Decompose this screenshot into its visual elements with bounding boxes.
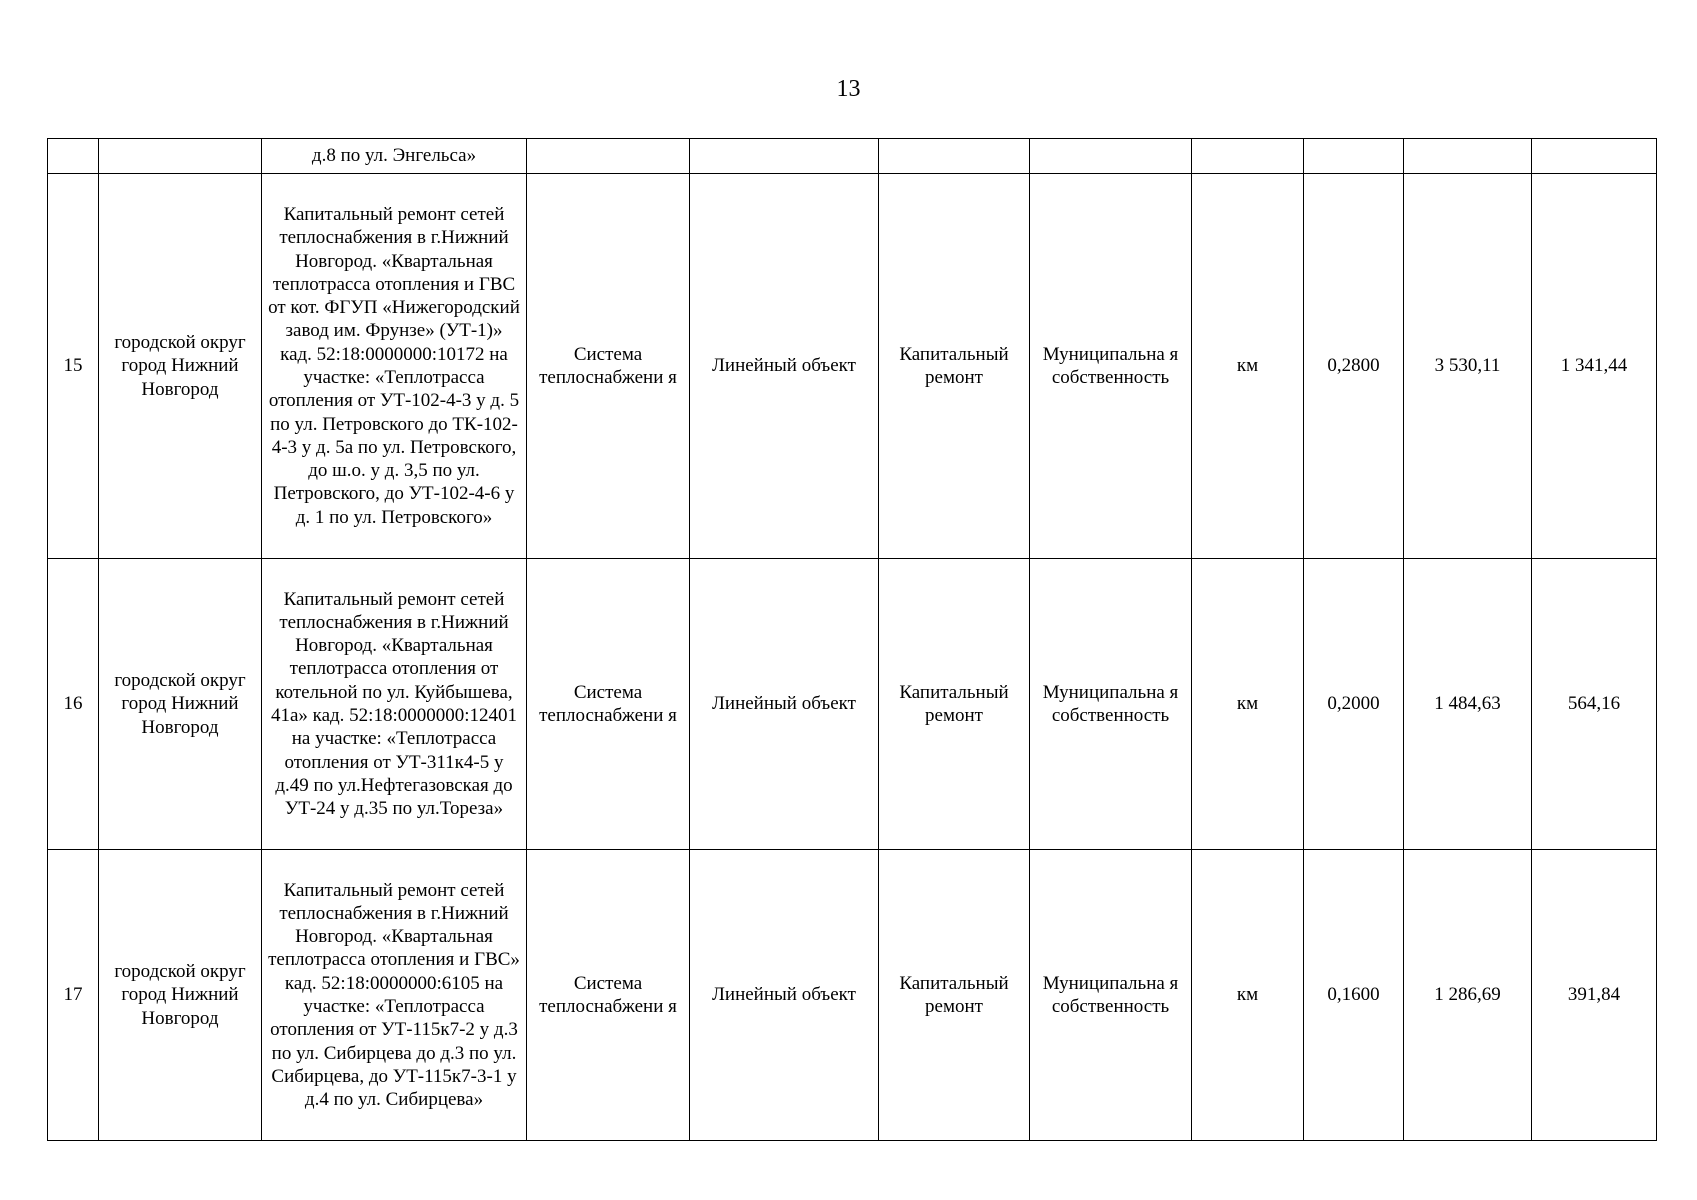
cell-cost: 1 484,63 bbox=[1404, 559, 1532, 850]
page-number: 13 bbox=[836, 76, 861, 102]
cell-value: 564,16 bbox=[1532, 559, 1657, 850]
cell-value bbox=[1532, 139, 1657, 174]
cell-work-type: Капитальный ремонт bbox=[879, 174, 1030, 559]
cell-ownership: Муниципальна я собственность bbox=[1030, 850, 1192, 1141]
cell-system: Система теплоснабжени я bbox=[527, 174, 690, 559]
cell-work-type: Капитальный ремонт bbox=[879, 559, 1030, 850]
cell-municipality: городской округ город Нижний Новгород bbox=[99, 174, 262, 559]
cell-ownership bbox=[1030, 139, 1192, 174]
cell-length: 0,2800 bbox=[1304, 174, 1404, 559]
cell-name: Капитальный ремонт сетей теплоснабжения в г.Нижний Новгород. «Квартальная теплотрасса отопления от котельной по ул. Куйбышева, 41а» кад. 52:18:0000000:12401 на участке: «Теплотрасса отопления от УТ-311к4-5 у д.49 по ул.Нефтегазовская до УТ-24 у д.35 по ул.Тореза» bbox=[262, 559, 527, 850]
cell-work-type bbox=[879, 139, 1030, 174]
cell-length bbox=[1304, 139, 1404, 174]
cell-cost: 1 286,69 bbox=[1404, 850, 1532, 1141]
cell-length: 0,2000 bbox=[1304, 559, 1404, 850]
cell-unit: км bbox=[1192, 174, 1304, 559]
cell-value: 1 341,44 bbox=[1532, 174, 1657, 559]
cell-ownership: Муниципальна я собственность bbox=[1030, 174, 1192, 559]
cell-ownership: Муниципальна я собственность bbox=[1030, 559, 1192, 850]
data-table bbox=[47, 138, 1657, 1141]
cell-cost bbox=[1404, 139, 1532, 174]
cell-object-type: Линейный объект bbox=[690, 559, 879, 850]
cell-unit: км bbox=[1192, 850, 1304, 1141]
table-row-continuation bbox=[48, 139, 1657, 174]
cell-work-type: Капитальный ремонт bbox=[879, 850, 1030, 1141]
cell-num: 16 bbox=[48, 559, 99, 850]
cell-num bbox=[48, 139, 99, 174]
cell-system: Система теплоснабжени я bbox=[527, 850, 690, 1141]
cell-num: 17 bbox=[48, 850, 99, 1141]
cell-name: Капитальный ремонт сетей теплоснабжения в г.Нижний Новгород. «Квартальная теплотрасса отопления и ГВС от кот. ФГУП «Нижегородский завод им. Фрунзе» (УТ-1)» кад. 52:18:0000000:10172 на участке: «Теплотрасса отопления от УТ-102-4-3 у д. 5 по ул. Петровского до ТК-102-4-3 у д. 5а по ул. Петровского, до ш.о. у д. 3,5 по ул. Петровского, до УТ-102-4-6 у д. 1 по ул. Петровского» bbox=[262, 174, 527, 559]
cell-unit bbox=[1192, 139, 1304, 174]
cell-object-type: Линейный объект bbox=[690, 850, 879, 1141]
cell-municipality: городской округ город Нижний Новгород bbox=[99, 850, 262, 1141]
cell-num: 15 bbox=[48, 174, 99, 559]
cell-unit: км bbox=[1192, 559, 1304, 850]
cell-name: д.8 по ул. Энгельса» bbox=[262, 139, 527, 174]
cell-name: Капитальный ремонт сетей теплоснабжения в г.Нижний Новгород. «Квартальная теплотрасса отопления и ГВС» кад. 52:18:0000000:6105 на участке: «Теплотрасса отопления от УТ-115к7-2 у д.3 по ул. Сибирцева до д.3 по ул. Сибирцева, до УТ-115к7-3-1 у д.4 по ул. Сибирцева» bbox=[262, 850, 527, 1141]
cell-cost: 3 530,11 bbox=[1404, 174, 1532, 559]
cell-municipality bbox=[99, 139, 262, 174]
cell-municipality: городской округ город Нижний Новгород bbox=[99, 559, 262, 850]
cell-length: 0,1600 bbox=[1304, 850, 1404, 1141]
table-row bbox=[48, 850, 1657, 1141]
table-row bbox=[48, 174, 1657, 559]
cell-system bbox=[527, 139, 690, 174]
table-row bbox=[48, 559, 1657, 850]
cell-system: Система теплоснабжени я bbox=[527, 559, 690, 850]
cell-value: 391,84 bbox=[1532, 850, 1657, 1141]
cell-object-type: Линейный объект bbox=[690, 174, 879, 559]
cell-object-type bbox=[690, 139, 879, 174]
